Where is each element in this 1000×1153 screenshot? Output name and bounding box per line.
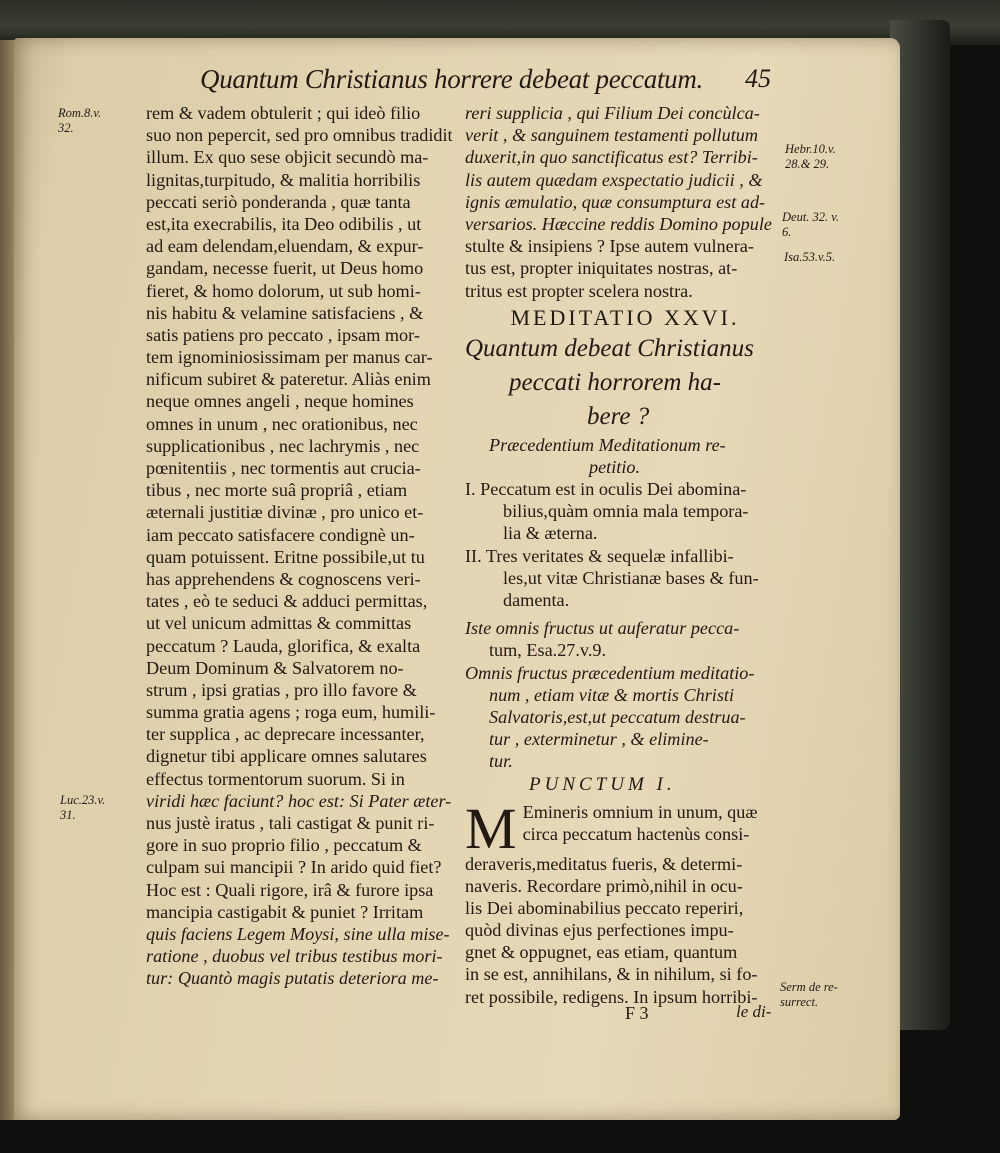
text-line: peccati seriò ponderanda , quæ tanta [146,191,411,212]
point-line: bilius,quàm omnia mala tempora- [503,501,749,522]
text-line: has apprehendens & cognoscens veri- [146,568,421,589]
omnis-line: num , etiam vitæ & mortis Christi [489,684,735,705]
punctum-body [465,795,785,1008]
margin-note-hebr: Hebr.10.v. 28.& 29. [785,142,836,171]
text-line: quòd divinas ejus perfectiones impu- [465,920,734,941]
text-line: strum , ipsi gratias , pro illo favore & [146,679,417,700]
meditatio-heading: MEDITATIO XXVI. [510,304,740,330]
meditatio-title-line: bere ? [587,402,650,430]
running-title: Quantum Christianus horrere debeat peccatum. [200,64,703,94]
point-line: les,ut vitæ Christianæ bases & fun- [503,567,759,588]
text-line: tritus est propter scelera nostra. [465,280,693,301]
text-line: lis Dei abominabilius peccato reperiri, [465,897,744,918]
text-line: gandam, necesse fuerit, ut Deus homo [146,258,424,279]
repetitio-line: Præcedentium Meditationum re- [489,434,726,455]
text-line: nis habitu & velamine satisfaciens , & [146,302,424,323]
text-line: ut vel unicum admittas & committas [146,613,412,634]
text-line: versarios. Hæccine reddis Domino popule [465,213,772,234]
text-line: ret possibile, redigens. In ipsum horribi- [465,986,758,1007]
text-line: neque omnes angeli , neque homines [146,391,414,412]
text-line: stulte & insipiens ? Ipse autem vulnera- [465,236,754,257]
iste-line: Iste omnis fructus ut auferatur pecca- [465,618,740,639]
text-line: ratione , duobus vel tribus testibus mori- [146,946,443,967]
text-line: quam potuissent. Eritne possibile,ut tu [146,546,425,567]
margin-note-serm: Serm de re- surrect. [780,980,838,1009]
text-line: tibus , nec morte suâ propriâ , etiam [146,480,408,501]
signature-mark: F 3 [625,1003,649,1023]
text-line: tus est, propter iniquitates nostras, at- [465,258,738,279]
text-line: pœnitentiis , nec tormentis aut crucia- [146,458,421,478]
text-line: est,ita execrabilis, ita Deo odibilis , ut [146,213,422,234]
text-line: gnet & oppugnet, eas etiam, quantum [465,942,738,963]
text-line: iam peccato satisfacere condignè un- [146,524,415,545]
text-line: circa peccatum hactenùs consi- [522,823,750,844]
omnis-line: tur. [489,751,513,772]
right-text-column [465,102,785,1008]
text-line: peccatum ? Lauda, glorifica, & exalta [146,635,421,656]
text-line: nificum subiret & pateretur. Aliàs enim [146,369,431,390]
meditatio-title-line: Quantum debeat Christianus [465,334,754,362]
text-line: Deum Dominum & Salvatorem no- [146,657,404,678]
left-text-column [146,102,458,990]
text-line: dignetur tibi applicare omnes salutares [146,746,427,767]
iste-line: tum, Esa.27.v.9. [489,640,607,661]
omnis-line: Omnis fructus præcedentium meditatio- [465,662,755,683]
text-line: lis autem quædam exspectatio judicii , & [465,169,763,190]
text-line: quis faciens Legem Moysi, sine ulla mise- [146,923,450,944]
omnis-line: Salvatoris,est,ut peccatum destrua- [489,706,746,727]
text-line: omnes in unum , nec orationibus, nec [146,413,418,434]
text-line: ad eam delendam,eluendam, & expur- [146,236,424,257]
text-line: in se est, annihilans, & in nihilum, si fo- [465,964,758,985]
text-line: mancipia castigabit & puniet ? Irritam [146,901,424,922]
text-line: viridi hæc faciunt? hoc est: Si Pater æter- [146,790,452,811]
text-line: gore in suo proprio filio , peccatum & [146,835,422,856]
text-line: culpam sui mancipii ? In arido quid fiet? [146,857,442,878]
text-line: ignis æmulatio, quæ consumptura est ad- [465,191,766,212]
text-line: satis patiens pro peccato , ipsam mor- [146,324,420,345]
text-line: rem & vadem obtulerit ; qui ideò filio [146,103,421,123]
text-line: fieret, & homo dolorum, ut sub homi- [146,280,421,301]
text-line: suo non pepercit, sed pro omnibus tradidit [146,125,453,146]
text-line: summa gratia agens ; roga eum, humili- [146,702,436,723]
text-line: ter supplica , ac deprecare incessanter, [146,724,425,745]
repetitio-line: petitio. [589,456,641,477]
page-number: 45 [745,64,771,93]
point-line: II. Tres veritates & sequelæ infallibi- [465,545,734,566]
text-line: Hoc est : Quali rigore, irâ & furore ipsa [146,879,434,900]
text-line: tates , eò te seduci & adduci permittas, [146,591,428,612]
margin-note-isa: Isa.53.v.5. [784,250,836,264]
drop-cap-letter: M [465,795,517,861]
omnis-line: tur , exterminetur , & elimine- [489,729,709,750]
point-line: I. Peccatum est in oculis Dei abomina- [465,479,747,500]
catchword: le di- [736,1002,772,1021]
text-line: æternali justitiæ divinæ , pro unico et- [146,502,424,523]
margin-note-deut: Deut. 32. v. 6. [782,210,840,239]
margin-note-rom: Rom.8.v. 32. [58,106,102,135]
text-line: illum. Ex quo sese objicit secundò ma- [146,147,429,168]
text-line: reri supplicia , qui Filium Dei concùlca- [465,103,760,123]
point-line: lia & æterna. [503,523,598,544]
text-line: Emineris omnium in unum, quæ [522,801,758,822]
text-line: deraveris,meditatus fueris, & determi- [465,853,743,874]
meditatio-title-line: peccati horrorem ha- [509,368,721,396]
text-line: naveris. Recordare primò,nihil in ocu- [465,875,743,896]
text-line: verit , & sanguinem testamenti pollutum [465,125,758,146]
text-line: lignitas,turpitudo, & malitia horribilis [146,169,421,190]
margin-note-luc: Luc.23.v. 31. [60,793,106,822]
text-line: effectus tormentorum suorum. Si in [146,768,405,789]
text-line: supplicationibus , nec lachrymis , nec [146,435,420,456]
punctum-heading: PUNCTUM I. [529,773,676,795]
point-line: damenta. [503,590,570,610]
text-line: nus justè iratus , tali castigat & punit ri- [146,813,435,833]
text-line: tur: Quantò magis putatis deteriora me- [146,968,439,989]
text-line: tem ignominiosissimam per manus car- [146,347,433,368]
text-line: duxerit,in quo sanctificatus est? Terribi- [465,147,758,168]
